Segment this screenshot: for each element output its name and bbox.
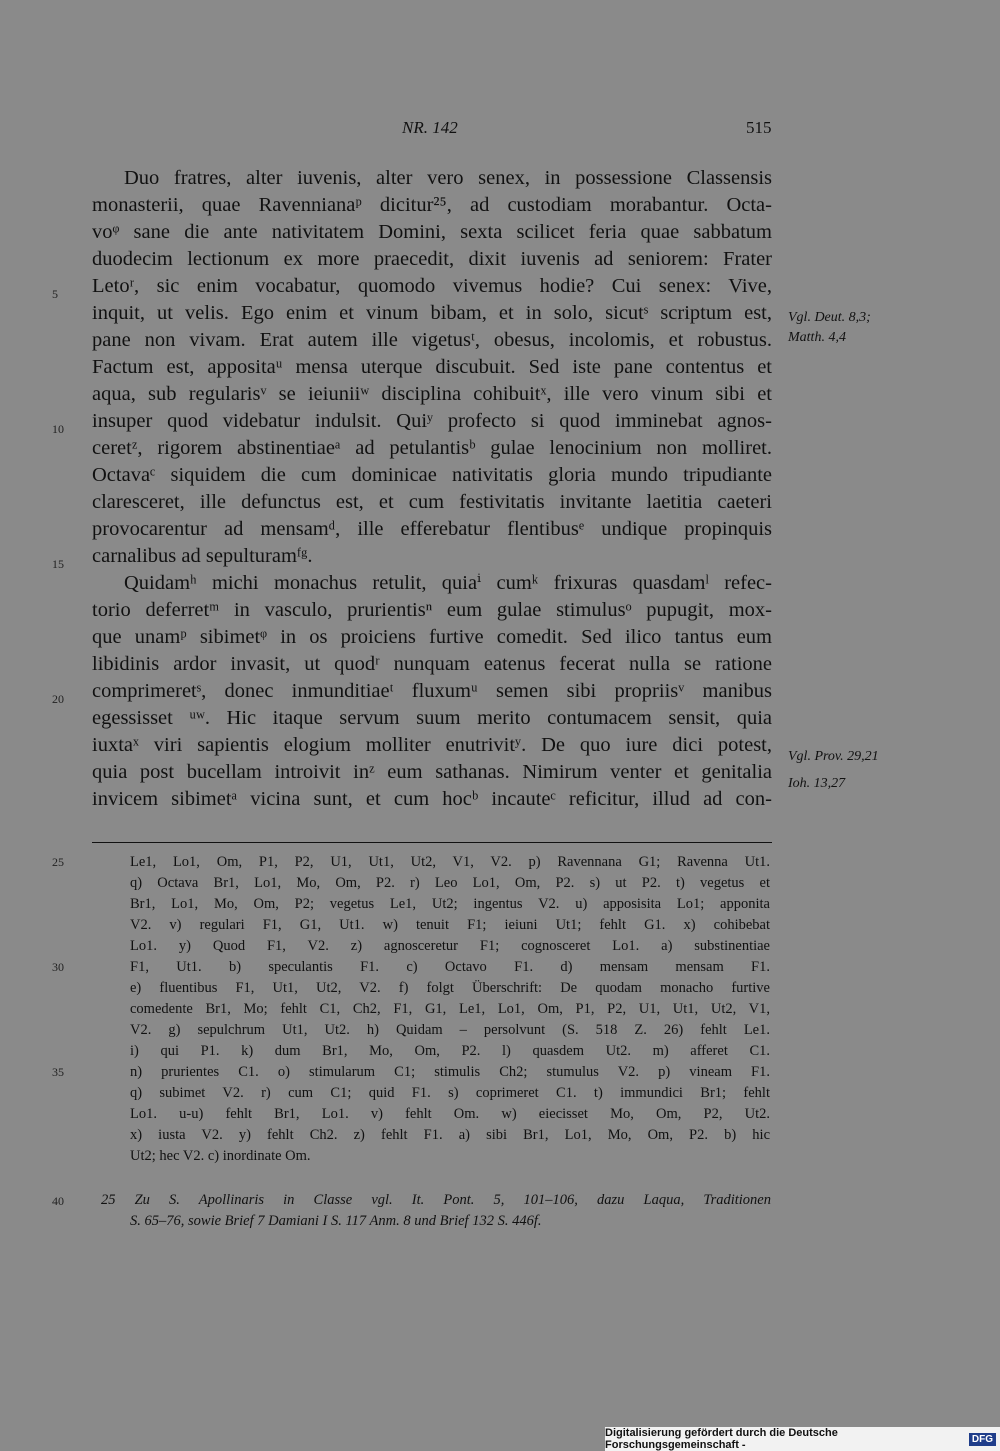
text-line: Duo fratres, alter iuvenis, alter vero senex, in possessione Classensis bbox=[124, 167, 772, 189]
line-number: 30 bbox=[52, 960, 64, 974]
text-line: monasterii, quae Ravennianaᵖ dicitur²⁵, ad custodiam morabantur. Octa- bbox=[92, 194, 772, 216]
text-line: inquit, ut velis. Ego enim et vinum bibam, et in solo, sicutˢ scriptum est, bbox=[92, 302, 772, 324]
line-number: 40 bbox=[52, 1194, 64, 1208]
footnote-line: Lo1. u-u) fehlt Br1, Lo1. v) fehlt Om. w) eiecisset Mo, Om, P2, Ut2. bbox=[130, 1106, 770, 1122]
line-number: 25 bbox=[52, 855, 64, 869]
text-line: Quidamʰ michi monachus retulit, quiaⁱ cumᵏ frixuras quasdamˡ refec- bbox=[124, 572, 772, 594]
text-line: insuper quod videbatur indulsit. Quiʸ profecto si quod imminebat agnos- bbox=[92, 410, 772, 432]
text-line: iuxtaˣ viri sapientis elogium molliter enutrivitʸ. De quo iure dici potest, bbox=[92, 734, 772, 756]
text-line: Octavaᶜ siquidem die cum dominicae nativitatis gloria mundo tripudiante bbox=[92, 464, 772, 486]
text-line: carnalibus ad sepulturamᶠᵍ. bbox=[92, 545, 313, 567]
footnote-line: n) prurientes C1. o) stimularum C1; stimulis Ch2; stumulus V2. p) vineam F1. bbox=[130, 1064, 770, 1080]
text-line: Factum est, appositaᵘ mensa uterque discubuit. Sed iste pane contentus et bbox=[92, 356, 772, 378]
footnote-line: e) fluentibus F1, Ut1, Ut2, V2. f) folgt Überschrift: De quodam monacho furtive bbox=[130, 980, 770, 996]
line-number: 15 bbox=[52, 557, 64, 571]
text-line: libidinis ardor invasit, ut quodʳ nunquam eatenus fecerat nulla se ratione bbox=[92, 653, 772, 675]
text-line: Letoʳ, sic enim vocabatur, quomodo vivemus hodie? Cui senex: Vive, bbox=[92, 275, 772, 297]
text-line: quia post bucellam introivit inᶻ eum sathanas. Nimirum venter et genitalia bbox=[92, 761, 772, 783]
running-title: NR. 142 bbox=[402, 118, 458, 137]
footnote-line: Br1, Lo1, Mo, Om, P2; vegetus Le1, Ut2; ingentus V2. u) apposisita Lo1; apponita bbox=[130, 896, 770, 912]
source-note-line: S. 65–76, sowie Brief 7 Damiani I S. 117 Anm. 8 und Brief 132 S. 446f. bbox=[130, 1213, 542, 1229]
dfg-logo: DFG bbox=[969, 1433, 996, 1446]
text-line: ceretᶻ, rigorem abstinentiaeᵃ ad petulantisᵇ gulae lenocinium non molliret. bbox=[92, 437, 772, 459]
text-line: voᵠ sane die ante nativitatem Domini, sexta scilicet feria quae sabbatum bbox=[92, 221, 772, 243]
digitization-footer bbox=[605, 1427, 1000, 1451]
text-line: pane non vivam. Erat autem ille vigetusᵗ, obesus, incolomis, et robustus. bbox=[92, 329, 772, 351]
line-number: 20 bbox=[52, 692, 64, 706]
footnote-line: V2. v) regulari F1, G1, Ut1. w) tenuit F1; ieiuni Ut1; fehlt G1. x) cohibebat bbox=[130, 917, 770, 933]
footnote-line: comedente Br1, Mo; fehlt C1, Ch2, F1, G1, Le1, Lo1, Om, P1, P2, U1, Ut1, Ut2, V1, bbox=[130, 1001, 770, 1017]
footer-text: Digitalisierung gefördert durch die Deutsche Forschungsgemeinschaft - bbox=[605, 1427, 838, 1451]
margin-note: Vgl. Deut. 8,3; bbox=[788, 310, 871, 325]
margin-note: Vgl. Prov. 29,21 bbox=[788, 749, 879, 764]
margin-note: Matth. 4,4 bbox=[788, 330, 846, 345]
footnote-line: Ut2; hec V2. c) inordinate Om. bbox=[130, 1148, 311, 1164]
line-number: 10 bbox=[52, 422, 64, 436]
source-note-line: 25 Zu S. Apollinaris in Classe vgl. It. Pont. 5, 101–106, dazu Laqua, Traditionen bbox=[101, 1192, 771, 1208]
text-line: claresceret, ille defunctus est, et cum festivitatis invitante laetitia caeteri bbox=[92, 491, 772, 513]
text-line: provocarentur ad mensamᵈ, ille efferebatur flentibusᵉ undique propinquis bbox=[92, 518, 772, 540]
text-line: duodecim lectionum ex more praecedit, dixit iuvenis ad seniorem: Frater bbox=[92, 248, 772, 270]
line-number: 35 bbox=[52, 1065, 64, 1079]
margin-note: Ioh. 13,27 bbox=[788, 776, 846, 791]
footnote-line: q) Octava Br1, Lo1, Mo, Om, P2. r) Leo Lo1, Om, P2. s) ut P2. t) vegetus et bbox=[130, 875, 770, 891]
text-line: que unamᵖ sibimetᵠ in os proiciens furtive comedit. Sed ilico tantus eum bbox=[92, 626, 772, 648]
page-number: 515 bbox=[746, 118, 772, 137]
footnote-line: F1, Ut1. b) speculantis F1. c) Octavo F1. d) mensam mensam F1. bbox=[130, 959, 770, 975]
footnote-line: Le1, Lo1, Om, P1, P2, U1, Ut1, Ut2, V1, V2. p) Ravennana G1; Ravenna Ut1. bbox=[130, 854, 770, 870]
text-line: aqua, sub regularisᵛ se ieiuniiʷ disciplina cohibuitˣ, ille vero vinum sibi et bbox=[92, 383, 772, 405]
text-line: invicem sibimetᵃ vicina sunt, et cum hocᵇ incauteᶜ reficitur, illud ad con- bbox=[92, 788, 772, 810]
line-number: 5 bbox=[52, 287, 58, 301]
footnote-line: x) iusta V2. y) fehlt Ch2. z) fehlt F1. a) sibi Br1, Lo1, Mo, Om, P2. b) hic bbox=[130, 1127, 770, 1143]
footnote-line: q) subimet V2. r) cum C1; quid F1. s) coprimeret C1. t) immundici Br1; fehlt bbox=[130, 1085, 770, 1101]
footnote-line: i) qui P1. k) dum Br1, Mo, Om, P2. l) quasdem Ut2. m) afferet C1. bbox=[130, 1043, 770, 1059]
footnote-line: V2. g) sepulchrum Ut1, Ut2. h) Quidam – persolvunt (S. 518 Z. 26) fehlt Le1. bbox=[130, 1022, 770, 1038]
text-line: comprimeretˢ, donec inmunditiaeᵗ fluxumᵘ semen sibi propriisᵛ manibus bbox=[92, 680, 772, 702]
text-line: egessisset ᵘʷ. Hic itaque servum suum merito contumacem sensit, quia bbox=[92, 707, 772, 729]
footnote-rule bbox=[92, 842, 772, 843]
footnote-line: Lo1. y) Quod F1, V2. z) agnosceretur F1; cognosceret Lo1. a) substinentiae bbox=[130, 938, 770, 954]
text-line: torio deferretᵐ in vasculo, prurientisⁿ eum gulae stimulusᵒ pupugit, mox- bbox=[92, 599, 772, 621]
